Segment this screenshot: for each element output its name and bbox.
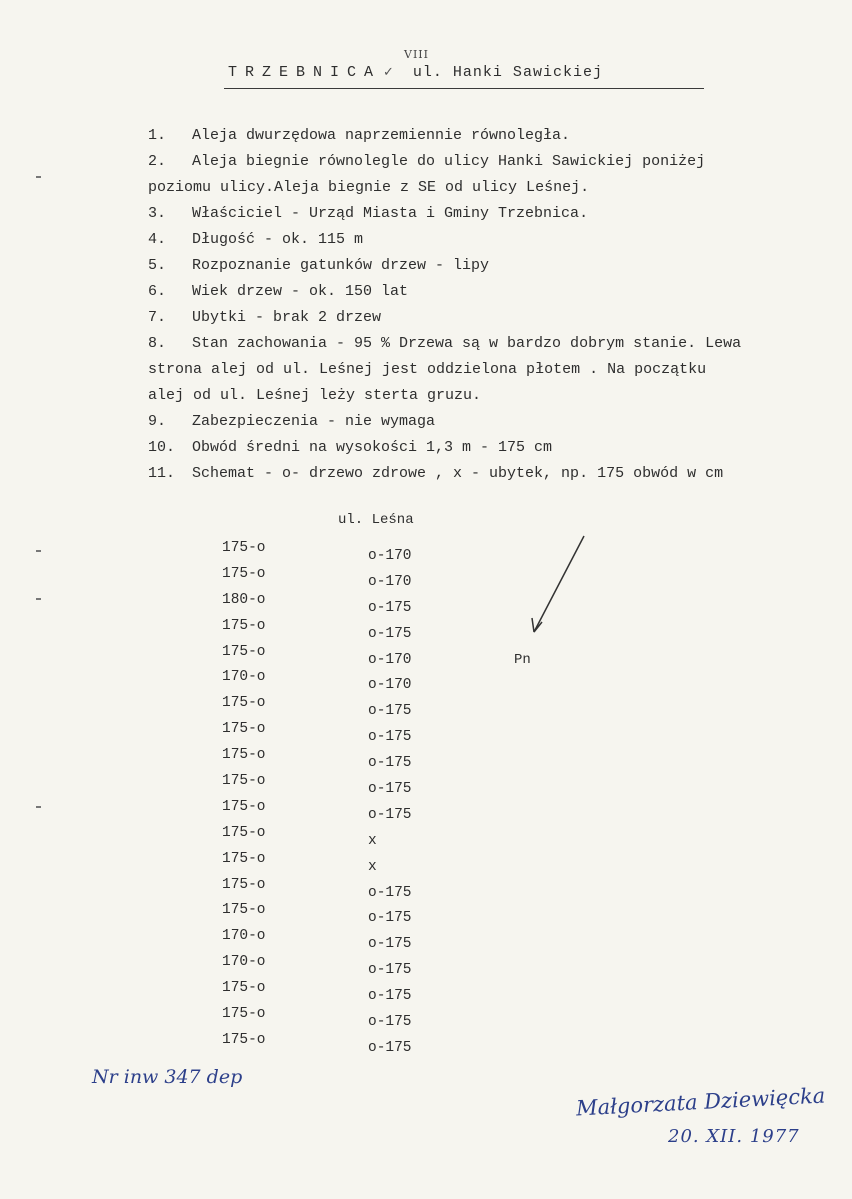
inventory-note: Nr inw 347 dep <box>92 1066 243 1088</box>
tree-left: 175-o <box>222 721 266 738</box>
tree-left: 175-o <box>222 824 266 841</box>
item-number: 10. <box>148 439 176 456</box>
title-street: ul. Hanki Sawickiej <box>412 64 603 81</box>
title-underline <box>224 88 704 89</box>
tree-left: 175-o <box>222 695 266 712</box>
tree-right: o-175 <box>368 781 412 798</box>
signature-date: 20. XII. 1977 <box>668 1126 800 1147</box>
margin-tick <box>36 176 41 178</box>
tree-right: o-175 <box>368 962 412 979</box>
item-number: 7. <box>148 309 167 326</box>
tree-right: o-175 <box>368 806 412 823</box>
tree-left: 175-o <box>222 850 266 867</box>
item-text: Właściciel - Urząd Miasta i Gminy Trzebnica. <box>192 205 589 222</box>
tree-right: o-175 <box>368 988 412 1005</box>
item-number: 3. <box>148 205 167 222</box>
margin-tick <box>36 550 41 552</box>
roman-numeral-mark: VIII <box>404 48 429 61</box>
list-item <box>148 409 848 435</box>
schema-street-label: ul. Leśna <box>338 512 414 528</box>
tree-right: o-175 <box>368 1039 412 1056</box>
item-text: Zabezpieczenia - nie wymaga <box>192 413 436 430</box>
item-continuation: alej od ul. Leśnej leży sterta gruzu. <box>148 387 482 404</box>
item-text: Długość - ok. 115 m <box>192 231 364 248</box>
item-number: 1. <box>148 127 167 144</box>
tree-left: 175-o <box>222 1006 266 1023</box>
list-item <box>148 123 848 149</box>
list-item <box>148 305 848 331</box>
schema-right-column <box>368 544 412 1062</box>
tree-left: 170-o <box>222 928 266 945</box>
item-continuation: poziomu ulicy.Aleja biegnie z SE od ulicy Leśnej. <box>148 179 590 196</box>
tree-left: 175-o <box>222 902 266 919</box>
tree-right: x <box>368 858 377 875</box>
author-signature: Małgorzata Dziewięcka <box>575 1083 826 1121</box>
schema-left-column <box>222 536 266 1054</box>
margin-tick <box>36 806 41 808</box>
title-city: TRZEBNICA <box>228 64 382 81</box>
tree-right: o-175 <box>368 703 412 720</box>
tree-left: 175-o <box>222 565 266 582</box>
item-text: Stan zachowania - 95 % Drzewa są w bardzo dobrym stanie. Lewa <box>192 335 742 352</box>
tree-right: o-175 <box>368 599 412 616</box>
tree-left: 175-o <box>222 773 266 790</box>
tree-right: o-175 <box>368 936 412 953</box>
item-number: 6. <box>148 283 167 300</box>
list-item <box>148 227 848 253</box>
item-number: 4. <box>148 231 167 248</box>
list-item <box>148 435 848 461</box>
tree-left: 175-o <box>222 643 266 660</box>
item-number: 2. <box>148 153 167 170</box>
item-text: Schemat - o- drzewo zdrowe , x - ubytek, np. 175 obwód w cm <box>192 465 724 482</box>
item-number: 5. <box>148 257 167 274</box>
list-item <box>148 201 848 227</box>
tree-right: o-175 <box>368 755 412 772</box>
item-text: Wiek drzew - ok. 150 lat <box>192 283 409 300</box>
tree-right: o-175 <box>368 884 412 901</box>
list-item <box>148 331 848 357</box>
item-list <box>148 123 848 487</box>
item-text: Rozpoznanie gatunków drzew - lipy <box>192 257 490 274</box>
tree-left: 170-o <box>222 954 266 971</box>
north-arrow-icon <box>520 534 590 644</box>
tree-left: 175-o <box>222 617 266 634</box>
item-text: Obwód średni na wysokości 1,3 m - 175 cm <box>192 439 553 456</box>
list-item <box>148 461 848 487</box>
tree-left: 175-o <box>222 747 266 764</box>
tree-left: 175-o <box>222 876 266 893</box>
tree-right: o-170 <box>368 548 412 564</box>
tree-right: x <box>368 832 377 849</box>
tree-right: o-170 <box>368 677 412 694</box>
tree-right: o-175 <box>368 910 412 927</box>
check-mark: ✓ <box>383 65 395 80</box>
item-number: 9. <box>148 413 167 430</box>
item-number: 11. <box>148 465 176 482</box>
tree-left: 175-o <box>222 798 266 815</box>
list-item <box>148 279 848 305</box>
item-text: Aleja dwurzędowa naprzemiennie równoległa. <box>192 127 571 144</box>
tree-right: o-170 <box>368 573 412 590</box>
margin-tick <box>36 598 41 600</box>
item-number: 8. <box>148 335 167 352</box>
tree-right: o-175 <box>368 1014 412 1031</box>
tree-right: o-175 <box>368 625 412 642</box>
document-title <box>228 48 603 81</box>
item-text: Ubytki - brak 2 drzew <box>192 309 382 326</box>
tree-left: 175-o <box>222 540 266 556</box>
tree-left: 175-o <box>222 980 266 997</box>
north-label: Pn <box>514 652 531 668</box>
tree-left: 170-o <box>222 669 266 686</box>
tree-right: o-170 <box>368 651 412 668</box>
item-text: Aleja biegnie równolegle do ulicy Hanki Sawickiej poniżej <box>192 153 706 170</box>
list-item <box>148 253 848 279</box>
tree-right: o-175 <box>368 729 412 746</box>
item-continuation: strona alej od ul. Leśnej jest oddzielona płotem . Na początku <box>148 361 707 378</box>
tree-left: 180-o <box>222 591 266 608</box>
tree-left: 175-o <box>222 1031 266 1048</box>
list-item <box>148 149 848 175</box>
